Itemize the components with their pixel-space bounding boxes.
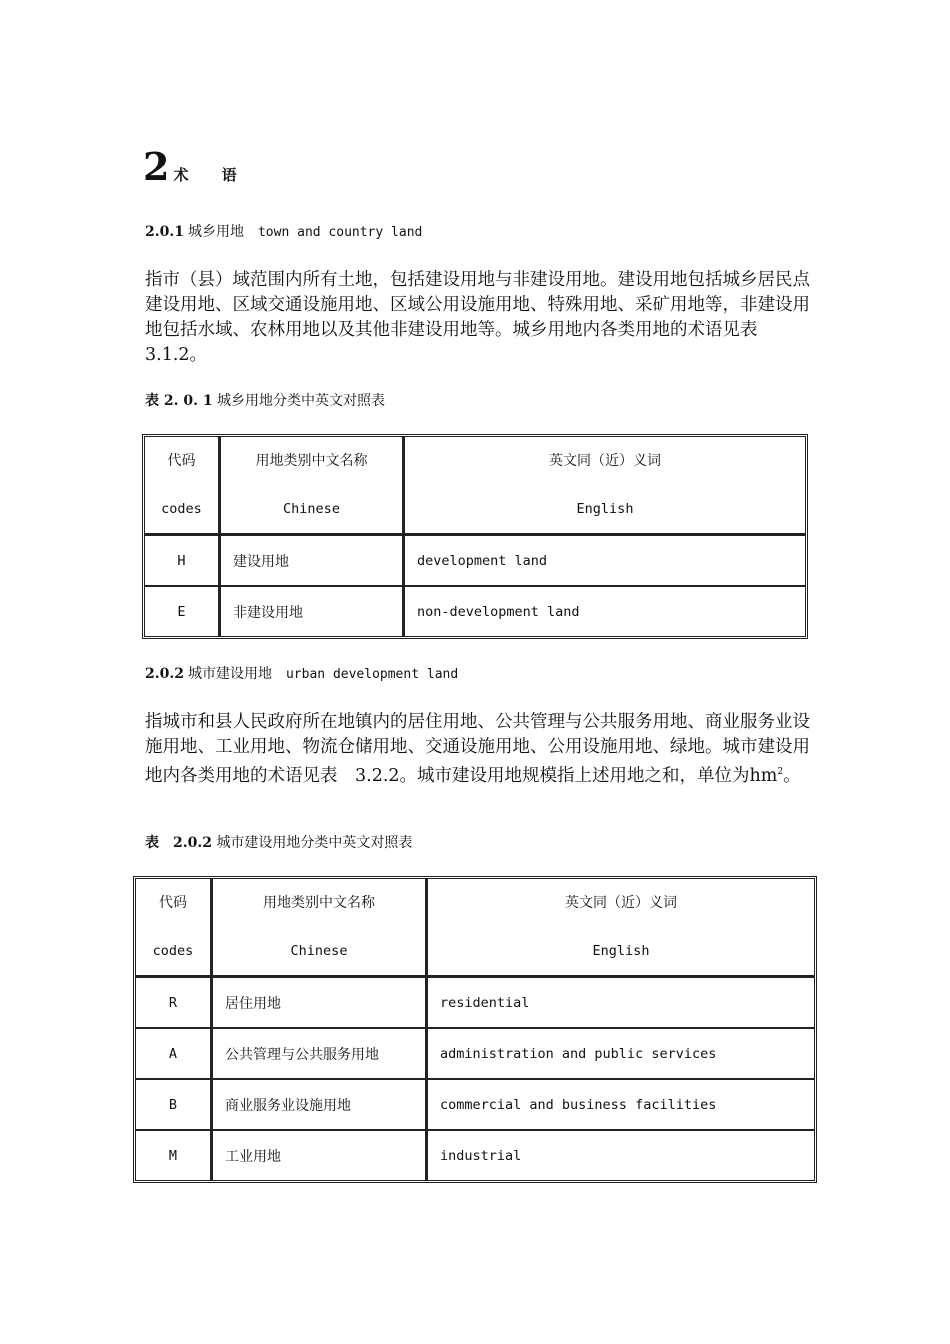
chapter-title: 术 语 xyxy=(173,166,251,184)
table-caption-2-0-2 xyxy=(145,834,412,852)
table-header-row xyxy=(145,437,805,536)
term-english: urban development land xyxy=(285,667,459,682)
row-chinese: 建设用地 xyxy=(221,536,405,587)
header-code-en: codes xyxy=(152,943,194,959)
row-english: industrial xyxy=(440,1147,522,1164)
row-code: M xyxy=(136,1131,213,1180)
header-english-en: English xyxy=(592,943,650,959)
unit-superscript: 2 xyxy=(777,767,784,777)
land-use-table-2-0-1 xyxy=(142,434,808,639)
header-chinese-en: Chinese xyxy=(283,501,340,517)
header-chinese-cn: 用地类别中文名称 xyxy=(263,895,375,911)
table-row xyxy=(136,1080,814,1131)
header-english-cn: 英文同（近）义词 xyxy=(565,895,677,911)
table-caption-number: 表 2.0.2 xyxy=(145,835,212,851)
table-row xyxy=(136,1029,814,1080)
row-code: A xyxy=(136,1029,213,1080)
header-chinese-en: Chinese xyxy=(290,943,348,959)
header-code-en: codes xyxy=(161,501,202,517)
row-code: R xyxy=(136,978,213,1029)
row-english: administration and public services xyxy=(428,1029,814,1080)
header-english-cn: 英文同（近）义词 xyxy=(549,453,661,469)
unit-text: hm xyxy=(749,765,778,786)
row-code: H xyxy=(145,536,221,587)
header-english xyxy=(428,879,814,978)
paragraph-end: 。 xyxy=(783,765,801,786)
term-chinese: 城乡用地 xyxy=(187,224,244,240)
table-row xyxy=(136,978,814,1029)
header-english-en: English xyxy=(576,501,634,517)
table-row xyxy=(136,1131,814,1180)
term-heading-2-0-1 xyxy=(145,223,422,242)
row-english: development land xyxy=(405,536,805,587)
table-header-row xyxy=(136,879,814,978)
chapter-heading xyxy=(143,144,251,189)
row-english: commercial and business facilities xyxy=(428,1080,814,1131)
header-code-cn: 代码 xyxy=(159,895,187,911)
paragraph-main-text: 指城市和县人民政府所在地镇内的居住用地、公共管理与公共服务用地、商业服务业设施用地、工业用地、物流仓储用地、交通设施用地、公用设施用地、绿地。城市建设用地内各类用地的术语见表 3.2.2。城市建设用地规模指上述用地之和，单位为 xyxy=(145,712,810,786)
row-code: B xyxy=(136,1080,213,1131)
term-english: town and country land xyxy=(257,225,423,240)
row-chinese: 商业服务业设施用地 xyxy=(213,1080,428,1131)
table-caption-title: 城乡用地分类中英文对照表 xyxy=(217,393,386,409)
table-row xyxy=(145,536,805,587)
header-english xyxy=(405,437,805,536)
row-english: non-development land xyxy=(417,603,580,620)
table-caption-2-0-1 xyxy=(145,392,385,410)
term-number: 2.0.2 xyxy=(145,666,184,682)
table-caption-number: 表 2. 0. 1 xyxy=(145,393,213,409)
header-code xyxy=(145,437,221,536)
term-number: 2.0.1 xyxy=(145,224,184,240)
row-english: residential xyxy=(428,978,814,1029)
chapter-number: 2 xyxy=(143,144,170,189)
row-chinese: 居住用地 xyxy=(213,978,428,1029)
term-chinese: 城市建设用地 xyxy=(187,666,272,682)
row-chinese: 非建设用地 xyxy=(221,587,405,636)
term-heading-2-0-2 xyxy=(145,665,458,684)
header-chinese-cn: 用地类别中文名称 xyxy=(255,453,368,469)
row-chinese: 公共管理与公共服务用地 xyxy=(213,1029,428,1080)
table-caption-title: 城市建设用地分类中英文对照表 xyxy=(216,835,413,851)
row-code: E xyxy=(145,587,221,636)
header-chinese xyxy=(221,437,405,536)
header-code xyxy=(136,879,213,978)
header-chinese xyxy=(213,879,428,978)
land-use-table-2-0-2 xyxy=(133,876,817,1183)
table-row xyxy=(145,587,805,636)
definition-paragraph-2-0-2 xyxy=(145,710,810,789)
row-chinese: 工业用地 xyxy=(213,1131,428,1180)
header-code-cn: 代码 xyxy=(167,453,196,469)
definition-paragraph-2-0-1: 指市（县）域范围内所有土地，包括建设用地与非建设用地。建设用地包括城乡居民点建设用地、区域交通设施用地、区域公用设施用地、特殊用地、采矿用地等，非建设用地包括水域、农林用地以及其他非建设用地等。城乡用地内各类用地的术语见表 3.1.2。 xyxy=(145,270,810,365)
